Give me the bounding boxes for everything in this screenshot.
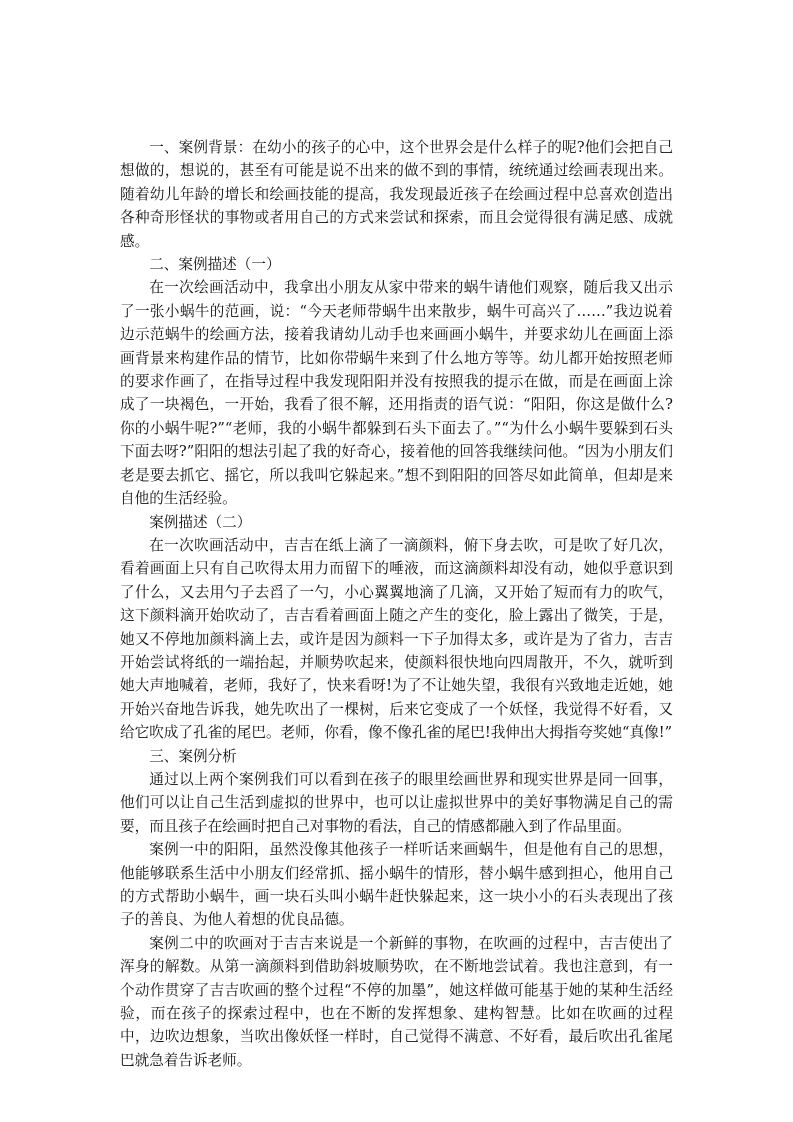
paragraph-analysis-case-1: 案例一中的阳阳，虽然没像其他孩子一样听话来画蜗牛，但是他有自己的思想，他能够联系生活中小朋友们经常抓、摇小蜗牛的情形，替小蜗牛感到担心，他用自己的方式帮助小蜗牛，画一块石头叫小蜗牛赶快躲起来，这一块小小的石头表现出了孩子的善良、为他人着想的优良品德。 (120, 841, 673, 929)
paragraph-analysis-case-2: 案例二中的吹画对于吉吉来说是一个新鲜的事物，在吹画的过程中，吉吉使出了浑身的解数。从第一滴颜料到借助斜坡顺势吹，在不断地尝试着。我也注意到，有一个动作贯穿了吉吉吹画的整个过程“不停的加墨”，她这样做可能基于她的某种生活经验，而在孩子的探索过程中，也在不断的发挥想象、建构智慧。比如在吹画的过程中，边吹边想象，当吹出像妖怪一样时，自己觉得不满意、不好看，最后吹出孔雀尾巴就急着告诉老师。 (120, 934, 673, 1069)
paragraph-case-2: 在一次吹画活动中，吉吉在纸上滴了一滴颜料，俯下身去吹，可是吹了好几次，看着画面上只有自己吹得太用力而留下的唾液，而这滴颜料却没有动，她似乎意识到了什么，又去用勺子去舀了一勺，小心翼翼地滴了几滴，又开始了短而有力的吹气，这下颜料滴开始吹动了，吉吉看着画面上随之产生的变化，脸上露出了微笑，于是，她又不停地加颜料滴上去，或许是因为颜料一下子加得太多，或许是为了省力，吉吉开始尝试将纸的一端抬起，并顺势吹起来，使颜料很快地向四周散开，不久，就听到她大声地喊着，老师，我好了，快来看呀!为了不让她失望，我很有兴致地走近她，她开始兴奋地告诉我，她先吹出了一棵树，后来它变成了一个妖怪，我觉得不好看，又给它吹成了孔雀的尾巴。老师，你看，像不像孔雀的尾巴!我伸出大拇指夸奖她“真像!” (120, 536, 673, 742)
heading-case-analysis: 三、案例分析 (149, 747, 237, 765)
document-body (120, 136, 673, 1072)
heading-case-description-2: 案例描述（二） (149, 513, 252, 531)
paragraph-analysis-intro: 通过以上两个案例我们可以看到在孩子的眼里绘画世界和现实世界是同一回事，他们可以让自己生活到虚拟的世界中，也可以让虚拟世界中的美好事物满足自己的需要，而且孩子在绘画时把自己对事物的看法，自己的情感都融入到了作品里面。 (120, 770, 673, 835)
paragraph-background: 一、案例背景：在幼小的孩子的心中，这个世界会是什么样子的呢?他们会把自己想做的，想说的，甚至有可能是说不出来的做不到的事情，统统通过绘画表现出来。随着幼儿年龄的增长和绘画技能的提高，我发现最近孩子在绘画过程中总喜欢创造出各种奇形怪状的事物或者用自己的方式来尝试和探索，而且会觉得很有满足感、成就感。 (120, 139, 673, 250)
heading-case-description-1: 二、案例描述（一） (149, 256, 281, 274)
paragraph-case-1: 在一次绘画活动中，我拿出小朋友从家中带来的蜗牛请他们观察，随后我又出示了一张小蜗牛的范画，说：“今天老师带蜗牛出来散步，蜗牛可高兴了……”我边说着边示范蜗牛的绘画方法，接着我请幼儿动手也来画画小蜗牛，并要求幼儿在画面上添画背景来构建作品的情节，比如你带蜗牛来到了什么地方等等。幼儿都开始按照老师的要求作画了，在指导过程中我发现阳阳并没有按照我的提示在做，而是在画面上涂成了一块褐色，一开始，我看了很不解，还用指责的语气说：“阳阳，你这是做什么?你的小蜗牛呢?”“老师，我的小蜗牛都躲到石头下面去了。”“为什么小蜗牛要躲到石头下面去呀?”阳阳的想法引起了我的好奇心，接着他的回答我继续问他。“因为小朋友们老是要去抓它、摇它，所以我叫它躲起来。”想不到阳阳的回答尽如此简单，但却是来自他的生活经验。 (120, 279, 673, 508)
